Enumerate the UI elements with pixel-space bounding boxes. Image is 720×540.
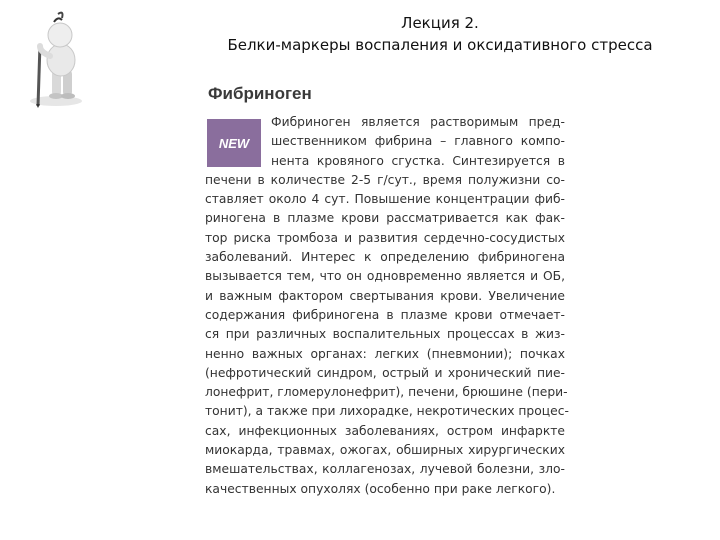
text-line: риногена в плазме крови рассматривается как фак-	[205, 211, 565, 226]
new-badge: NEW	[207, 119, 261, 167]
text-line: и важным фактором свертывания крови. Увеличение	[205, 288, 565, 303]
lecture-topic: Белки-маркеры воспаления и оксидативного стресса	[227, 36, 653, 54]
article-body	[205, 113, 569, 499]
text-line: шественником фибрина – главного компо-	[271, 134, 565, 149]
text-line: тонит), а также при лихорадке, некротических процес-	[205, 404, 569, 419]
text-line: ненно важных органах: легких (пневмонии); почках	[205, 346, 565, 361]
text-line: нента кровяного сгустка. Синтезируется в	[271, 153, 565, 168]
figure-with-pen-icon	[18, 8, 98, 108]
text-line: вызывается тем, что он одновременно является и ОБ,	[205, 269, 565, 284]
text-line: качественных опухолях (особенно при раке легкого).	[205, 481, 556, 496]
text-line: (нефротический синдром, острый и хронический пие-	[205, 365, 565, 380]
text-line: Фибриноген является растворимым пред-	[271, 115, 565, 129]
text-line: печени в количестве 2-5 г/сут., время полужизни со-	[205, 172, 565, 187]
text-line: лонефрит, гломерулонефрит), печени, брюшине (пери-	[205, 385, 568, 400]
slide-title	[180, 12, 700, 56]
text-line: заболеваний. Интерес к определению фибриногена	[205, 250, 565, 265]
text-line: ся при различных воспалительных процессах в жиз-	[205, 327, 565, 342]
lecture-number: Лекция 2.	[401, 14, 479, 32]
text-line: содержания фибриногена в плазме крови отмечает-	[205, 307, 565, 322]
text-line: ставляет около 4 сут. Повышение концентрации фиб-	[205, 192, 565, 207]
text-line: миокарда, травмах, ожогах, обширных хирургических	[205, 443, 565, 458]
section-heading: Фибриноген	[208, 84, 312, 103]
text-line: вмешательствах, коллагенозах, лучевой болезни, зло-	[205, 462, 565, 477]
text-line: сах, инфекционных заболеваниях, остром инфаркте	[205, 423, 565, 438]
text-line: тор риска тромбоза и развития сердечно-сосудистых	[205, 230, 565, 245]
